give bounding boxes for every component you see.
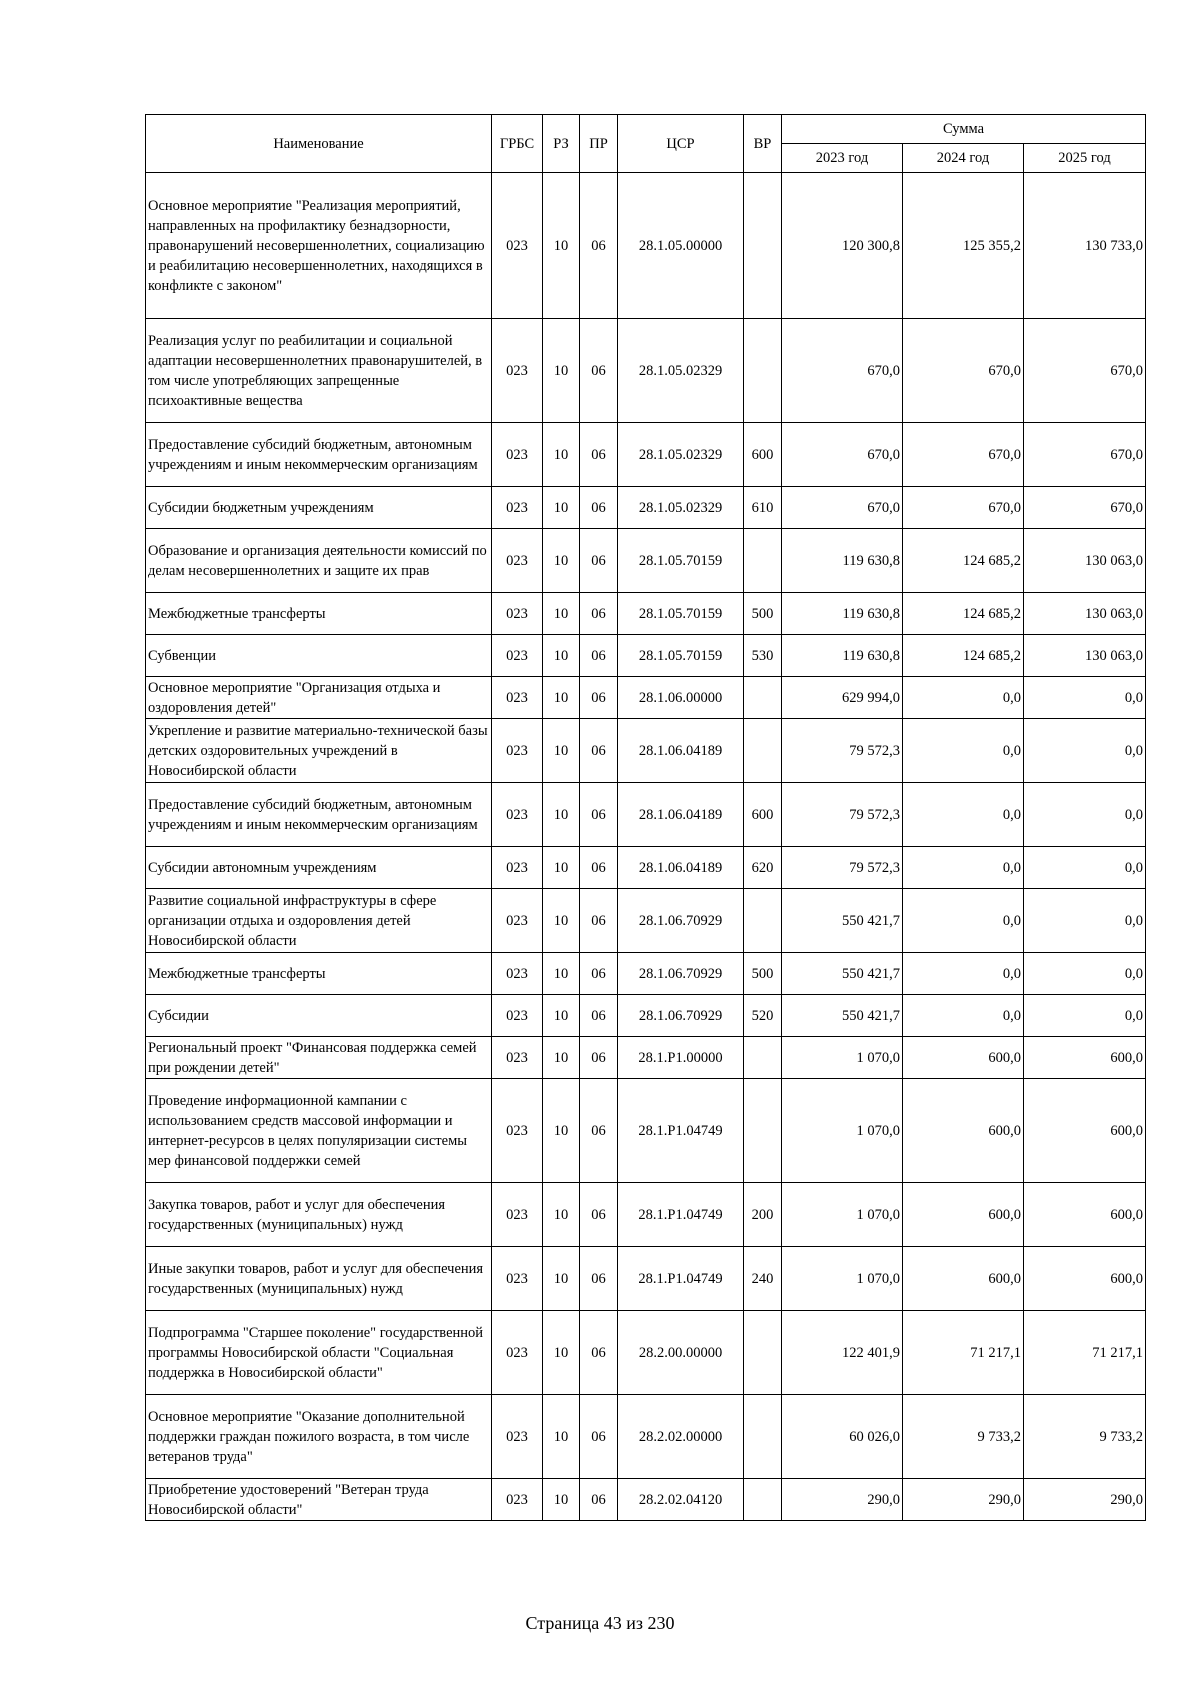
header-csr: ЦСР: [618, 115, 744, 173]
row-name: Региональный проект "Финансовая поддержка семей при рождении детей": [146, 1037, 492, 1079]
row-grbs: 023: [492, 847, 543, 889]
row-name: Основное мероприятие "Организация отдыха и оздоровления детей": [146, 677, 492, 719]
row-sum-2023: 550 421,7: [782, 889, 903, 953]
row-name: Межбюджетные трансферты: [146, 593, 492, 635]
header-sum: Сумма: [782, 115, 1146, 144]
row-pr: 06: [580, 1311, 618, 1395]
table-row: [146, 173, 1146, 319]
table-row: [146, 783, 1146, 847]
row-sum-2023: 79 572,3: [782, 847, 903, 889]
row-name: Развитие социальной инфраструктуры в сфере организации отдыха и оздоровления детей Новосибирской области: [146, 889, 492, 953]
row-vr: 530: [744, 635, 782, 677]
row-pr: 06: [580, 1479, 618, 1521]
row-name: Проведение информационной кампании с использованием средств массовой информации и интернет-ресурсов в целях популяризации системы мер финансовой поддержки семей: [146, 1079, 492, 1183]
row-name: Предоставление субсидий бюджетным, автономным учреждениям и иным некоммерческим организациям: [146, 783, 492, 847]
row-sum-2025: 130 063,0: [1024, 593, 1146, 635]
table-row: [146, 1183, 1146, 1247]
row-name: Закупка товаров, работ и услуг для обеспечения государственных (муниципальных) нужд: [146, 1183, 492, 1247]
row-csr: 28.1.06.70929: [618, 889, 744, 953]
row-rz: 10: [543, 319, 580, 423]
table-row: [146, 889, 1146, 953]
row-sum-2025: 130 733,0: [1024, 173, 1146, 319]
row-pr: 06: [580, 635, 618, 677]
header-name: Наименование: [146, 115, 492, 173]
row-sum-2023: 122 401,9: [782, 1311, 903, 1395]
row-sum-2023: 1 070,0: [782, 1183, 903, 1247]
row-pr: 06: [580, 319, 618, 423]
row-csr: 28.1.06.04189: [618, 847, 744, 889]
table-row: [146, 423, 1146, 487]
row-sum-2024: 125 355,2: [903, 173, 1024, 319]
table-row: [146, 635, 1146, 677]
row-rz: 10: [543, 847, 580, 889]
row-rz: 10: [543, 783, 580, 847]
row-sum-2023: 79 572,3: [782, 783, 903, 847]
row-grbs: 023: [492, 1247, 543, 1311]
row-name: Иные закупки товаров, работ и услуг для обеспечения государственных (муниципальных) нужд: [146, 1247, 492, 1311]
row-csr: 28.1.P1.04749: [618, 1079, 744, 1183]
row-sum-2024: 600,0: [903, 1079, 1024, 1183]
row-name: Межбюджетные трансферты: [146, 953, 492, 995]
table-row: [146, 1311, 1146, 1395]
row-grbs: 023: [492, 529, 543, 593]
row-rz: 10: [543, 423, 580, 487]
row-vr: 520: [744, 995, 782, 1037]
table-row: [146, 1037, 1146, 1079]
row-name: Основное мероприятие "Оказание дополнительной поддержки граждан пожилого возраста, в том числе ветеранов труда": [146, 1395, 492, 1479]
row-vr: [744, 173, 782, 319]
row-name: Укрепление и развитие материально-технической базы детских оздоровительных учреждений в Новосибирской области: [146, 719, 492, 783]
row-vr: 620: [744, 847, 782, 889]
row-sum-2024: 0,0: [903, 847, 1024, 889]
row-pr: 06: [580, 593, 618, 635]
row-sum-2024: 0,0: [903, 677, 1024, 719]
row-csr: 28.1.P1.00000: [618, 1037, 744, 1079]
row-name: Субсидии автономным учреждениям: [146, 847, 492, 889]
row-pr: 06: [580, 1183, 618, 1247]
row-sum-2023: 670,0: [782, 423, 903, 487]
row-sum-2024: 600,0: [903, 1183, 1024, 1247]
row-vr: [744, 1395, 782, 1479]
header-rz: РЗ: [543, 115, 580, 173]
table-row: [146, 953, 1146, 995]
row-vr: 600: [744, 423, 782, 487]
row-csr: 28.1.06.00000: [618, 677, 744, 719]
row-sum-2024: 670,0: [903, 319, 1024, 423]
row-name: Предоставление субсидий бюджетным, автономным учреждениям и иным некоммерческим организациям: [146, 423, 492, 487]
row-sum-2024: 124 685,2: [903, 635, 1024, 677]
table-row: [146, 995, 1146, 1037]
row-rz: 10: [543, 1247, 580, 1311]
table-row: [146, 487, 1146, 529]
header-pr: ПР: [580, 115, 618, 173]
row-pr: 06: [580, 677, 618, 719]
row-csr: 28.1.05.70159: [618, 593, 744, 635]
row-rz: 10: [543, 1183, 580, 1247]
row-csr: 28.1.06.70929: [618, 953, 744, 995]
row-pr: 06: [580, 423, 618, 487]
row-grbs: 023: [492, 1479, 543, 1521]
row-sum-2023: 1 070,0: [782, 1037, 903, 1079]
row-rz: 10: [543, 1037, 580, 1079]
row-rz: 10: [543, 529, 580, 593]
row-sum-2024: 71 217,1: [903, 1311, 1024, 1395]
row-vr: 610: [744, 487, 782, 529]
row-vr: 500: [744, 593, 782, 635]
row-grbs: 023: [492, 593, 543, 635]
table-row: [146, 1247, 1146, 1311]
row-sum-2025: 71 217,1: [1024, 1311, 1146, 1395]
row-grbs: 023: [492, 487, 543, 529]
row-grbs: 023: [492, 953, 543, 995]
row-sum-2025: 600,0: [1024, 1247, 1146, 1311]
row-sum-2025: 0,0: [1024, 995, 1146, 1037]
row-csr: 28.1.P1.04749: [618, 1247, 744, 1311]
row-sum-2024: 600,0: [903, 1247, 1024, 1311]
row-grbs: 023: [492, 1395, 543, 1479]
row-sum-2025: 0,0: [1024, 677, 1146, 719]
row-name: Реализация услуг по реабилитации и социальной адаптации несовершеннолетних правонарушителей, в том числе употребляющих запрещенные психоактивные вещества: [146, 319, 492, 423]
row-grbs: 023: [492, 423, 543, 487]
row-csr: 28.1.06.04189: [618, 783, 744, 847]
header-year-2024: 2024 год: [903, 144, 1024, 173]
row-pr: 06: [580, 719, 618, 783]
row-sum-2023: 79 572,3: [782, 719, 903, 783]
row-name: Основное мероприятие "Реализация мероприятий, направленных на профилактику безнадзорности, правонарушений несовершеннолетних, социализацию и реабилитацию несовершеннолетних, находящихся в конфликте с законом": [146, 173, 492, 319]
table-row: [146, 529, 1146, 593]
row-sum-2025: 670,0: [1024, 423, 1146, 487]
row-pr: 06: [580, 1037, 618, 1079]
row-sum-2025: 670,0: [1024, 487, 1146, 529]
row-vr: [744, 529, 782, 593]
row-sum-2024: 124 685,2: [903, 593, 1024, 635]
row-sum-2025: 130 063,0: [1024, 529, 1146, 593]
row-name: Образование и организация деятельности комиссий по делам несовершеннолетних и защите их прав: [146, 529, 492, 593]
table-row: [146, 1395, 1146, 1479]
row-sum-2025: 0,0: [1024, 783, 1146, 847]
row-sum-2024: 0,0: [903, 783, 1024, 847]
row-sum-2023: 1 070,0: [782, 1079, 903, 1183]
table-row: [146, 1079, 1146, 1183]
row-sum-2025: 670,0: [1024, 319, 1146, 423]
row-pr: 06: [580, 953, 618, 995]
header-grbs: ГРБС: [492, 115, 543, 173]
row-sum-2025: 0,0: [1024, 847, 1146, 889]
table-row: [146, 719, 1146, 783]
row-sum-2024: 0,0: [903, 719, 1024, 783]
row-grbs: 023: [492, 319, 543, 423]
row-sum-2024: 0,0: [903, 953, 1024, 995]
row-sum-2025: 0,0: [1024, 719, 1146, 783]
row-csr: 28.2.02.04120: [618, 1479, 744, 1521]
row-pr: 06: [580, 173, 618, 319]
row-sum-2024: 0,0: [903, 995, 1024, 1037]
row-vr: [744, 1311, 782, 1395]
row-vr: [744, 1037, 782, 1079]
row-csr: 28.1.06.04189: [618, 719, 744, 783]
row-sum-2024: 290,0: [903, 1479, 1024, 1521]
row-grbs: 023: [492, 719, 543, 783]
row-sum-2023: 629 994,0: [782, 677, 903, 719]
row-csr: 28.1.05.02329: [618, 423, 744, 487]
row-sum-2024: 9 733,2: [903, 1395, 1024, 1479]
row-sum-2025: 290,0: [1024, 1479, 1146, 1521]
row-pr: 06: [580, 1247, 618, 1311]
row-grbs: 023: [492, 1311, 543, 1395]
row-rz: 10: [543, 995, 580, 1037]
row-sum-2023: 550 421,7: [782, 995, 903, 1037]
row-name: Подпрограмма "Старшее поколение" государственной программы Новосибирской области "Социальная поддержка в Новосибирской области": [146, 1311, 492, 1395]
row-sum-2024: 600,0: [903, 1037, 1024, 1079]
table-row: [146, 319, 1146, 423]
header-year-2023: 2023 год: [782, 144, 903, 173]
row-sum-2025: 0,0: [1024, 889, 1146, 953]
row-sum-2025: 600,0: [1024, 1183, 1146, 1247]
row-vr: 200: [744, 1183, 782, 1247]
row-vr: [744, 1079, 782, 1183]
table-row: [146, 1479, 1146, 1521]
table-row: [146, 847, 1146, 889]
row-vr: 240: [744, 1247, 782, 1311]
row-sum-2023: 119 630,8: [782, 529, 903, 593]
table-row: [146, 593, 1146, 635]
row-csr: 28.1.05.02329: [618, 487, 744, 529]
row-csr: 28.1.05.00000: [618, 173, 744, 319]
row-rz: 10: [543, 953, 580, 995]
header-row: [146, 115, 1146, 144]
row-rz: 10: [543, 1311, 580, 1395]
row-sum-2023: 119 630,8: [782, 593, 903, 635]
row-sum-2023: 670,0: [782, 319, 903, 423]
row-name: Субсидии: [146, 995, 492, 1037]
row-rz: 10: [543, 487, 580, 529]
row-csr: 28.1.05.70159: [618, 529, 744, 593]
row-rz: 10: [543, 677, 580, 719]
row-rz: 10: [543, 1079, 580, 1183]
row-rz: 10: [543, 173, 580, 319]
table-body: [146, 173, 1146, 1521]
row-csr: 28.2.00.00000: [618, 1311, 744, 1395]
row-pr: 06: [580, 487, 618, 529]
row-csr: 28.1.05.02329: [618, 319, 744, 423]
row-sum-2023: 60 026,0: [782, 1395, 903, 1479]
row-grbs: 023: [492, 1037, 543, 1079]
row-sum-2023: 119 630,8: [782, 635, 903, 677]
row-sum-2023: 120 300,8: [782, 173, 903, 319]
row-sum-2024: 0,0: [903, 889, 1024, 953]
row-sum-2025: 0,0: [1024, 953, 1146, 995]
row-pr: 06: [580, 783, 618, 847]
row-name: Приобретение удостоверений "Ветеран труда Новосибирской области": [146, 1479, 492, 1521]
row-grbs: 023: [492, 677, 543, 719]
row-pr: 06: [580, 847, 618, 889]
row-grbs: 023: [492, 173, 543, 319]
table-row: [146, 677, 1146, 719]
row-grbs: 023: [492, 1079, 543, 1183]
row-grbs: 023: [492, 783, 543, 847]
row-rz: 10: [543, 1479, 580, 1521]
row-vr: 500: [744, 953, 782, 995]
row-rz: 10: [543, 719, 580, 783]
budget-table: [145, 114, 1146, 1521]
row-csr: 28.2.02.00000: [618, 1395, 744, 1479]
row-pr: 06: [580, 995, 618, 1037]
row-vr: [744, 889, 782, 953]
header-year-2025: 2025 год: [1024, 144, 1146, 173]
row-sum-2024: 670,0: [903, 423, 1024, 487]
row-vr: [744, 1479, 782, 1521]
row-rz: 10: [543, 635, 580, 677]
row-grbs: 023: [492, 995, 543, 1037]
row-csr: 28.1.06.70929: [618, 995, 744, 1037]
row-grbs: 023: [492, 1183, 543, 1247]
row-sum-2025: 600,0: [1024, 1037, 1146, 1079]
page-number: Страница 43 из 230: [525, 1613, 675, 1633]
row-grbs: 023: [492, 889, 543, 953]
row-vr: [744, 719, 782, 783]
header-vr: ВР: [744, 115, 782, 173]
row-name: Субвенции: [146, 635, 492, 677]
row-pr: 06: [580, 889, 618, 953]
row-sum-2023: 550 421,7: [782, 953, 903, 995]
row-sum-2024: 124 685,2: [903, 529, 1024, 593]
row-pr: 06: [580, 1395, 618, 1479]
row-sum-2025: 600,0: [1024, 1079, 1146, 1183]
row-pr: 06: [580, 529, 618, 593]
row-rz: 10: [543, 593, 580, 635]
row-name: Субсидии бюджетным учреждениям: [146, 487, 492, 529]
row-csr: 28.1.P1.04749: [618, 1183, 744, 1247]
row-csr: 28.1.05.70159: [618, 635, 744, 677]
row-grbs: 023: [492, 635, 543, 677]
row-sum-2023: 670,0: [782, 487, 903, 529]
row-sum-2024: 670,0: [903, 487, 1024, 529]
row-vr: 600: [744, 783, 782, 847]
row-sum-2023: 1 070,0: [782, 1247, 903, 1311]
row-sum-2025: 9 733,2: [1024, 1395, 1146, 1479]
row-rz: 10: [543, 889, 580, 953]
row-sum-2025: 130 063,0: [1024, 635, 1146, 677]
row-sum-2023: 290,0: [782, 1479, 903, 1521]
row-vr: [744, 319, 782, 423]
row-pr: 06: [580, 1079, 618, 1183]
row-rz: 10: [543, 1395, 580, 1479]
row-vr: [744, 677, 782, 719]
